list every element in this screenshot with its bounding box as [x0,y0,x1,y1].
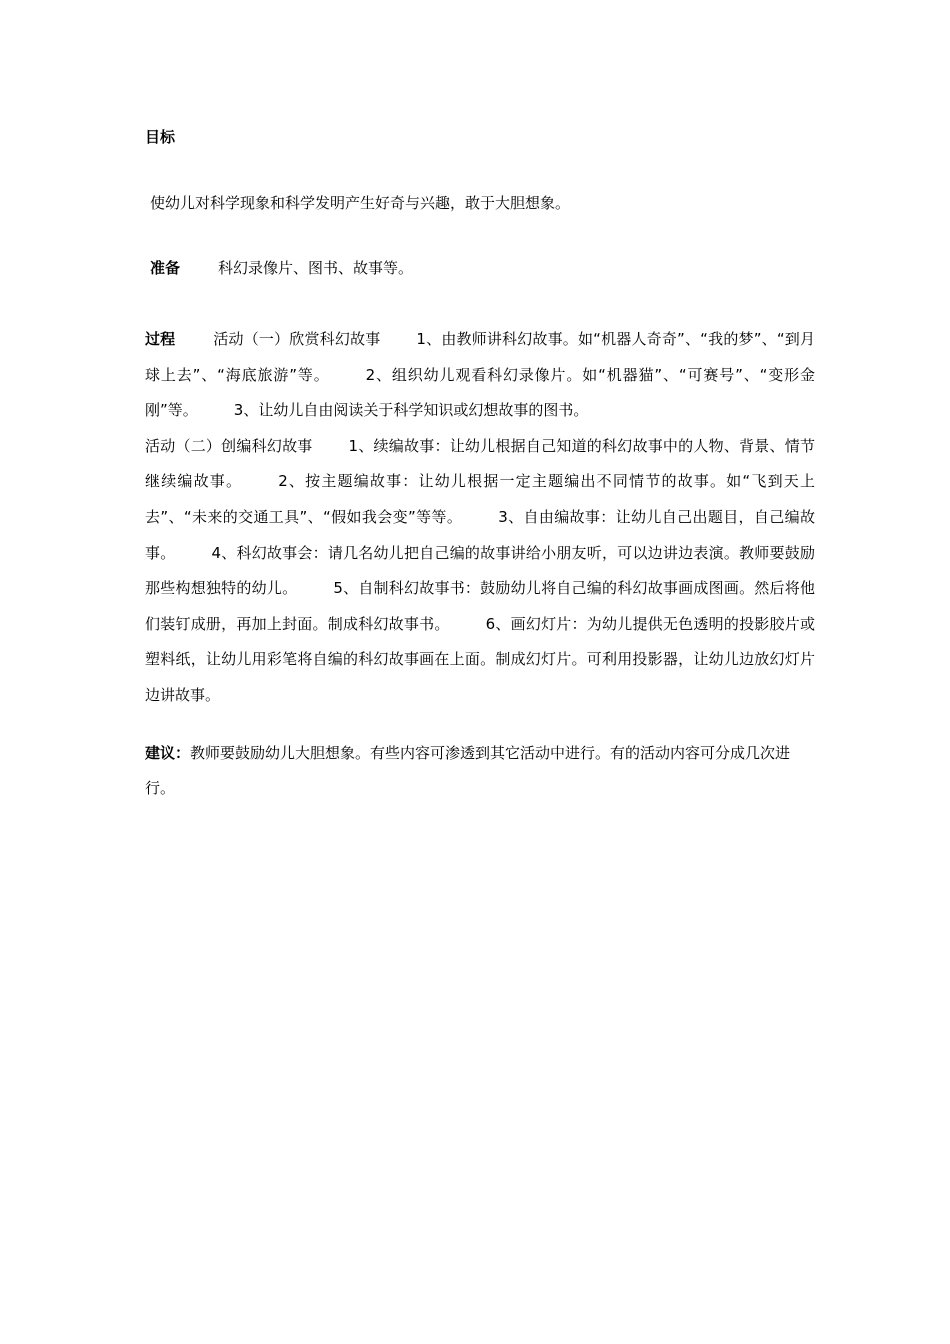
process-label: 过程 [145,330,176,348]
activity2-step4: 4、科幻故事会：请几名幼儿把自己编的故事讲给小朋友听，可以边讲边表演。教师要鼓励那些构想独特的幼儿。 [145,543,815,598]
activity1-step3: 3、让幼儿自由阅读关于科学知识或幻想故事的图书。 [233,401,589,420]
preparation-paragraph [150,257,820,279]
activity2-step6: 6、画幻灯片：为幼儿提供无色透明的投影胶片或塑料纸，让幼儿用彩笔将自编的科幻故事画在上面。制成幻灯片。可利用投影器，让幼儿边放幻灯片边讲故事。 [145,614,815,704]
activity2-step2: 2、按主题编故事：让幼儿根据一定主题编出不同情节的故事。如“飞到天上去”、“未来的交通工具”、“假如我会变”等等。 [145,472,815,526]
activity1-step2: 2、组织幼儿观看科幻录像片。如“机器猫”、“可赛号”、“变形金刚”等。 [145,365,815,420]
process-paragraph [145,322,815,714]
goal-paragraph: 使幼儿对科学现象和科学发明产生好奇与兴趣，敢于大胆想象。 [150,194,571,212]
preparation-text: 科幻录像片、图书、故事等。 [218,259,414,277]
suggestion-text: 教师要鼓励幼儿大胆想象。有些内容可渗透到其它活动中进行。有的活动内容可分成几次进行。 [145,744,791,797]
activity2-step3: 3、自由编故事：让幼儿自己出题目，自己编故事。 [145,507,816,562]
target-heading: 目标 [145,128,176,146]
activity2-title: 活动（二）创编科幻故事 [145,436,313,455]
activity1-title: 活动（一）欣赏科幻故事 [213,330,381,348]
activity2-step5: 5、自制科幻故事书：鼓励幼儿将自己编的科幻故事画成图画。然后将他们装钉成册，再加上封面。制成科幻故事书。 [145,579,815,633]
suggestion-label: 建议： [145,744,191,762]
preparation-label: 准备 [150,259,181,277]
activity1-step1: 1、由教师讲科幻故事。如“机器人奇奇”、“我的梦”、“到月球上去”、“海底旅游”等。 [145,330,815,384]
suggestion-paragraph [145,736,815,806]
activity2-step1: 1、续编故事：让幼儿根据自己知道的科幻故事中的人物、背景、情节继续编故事。 [145,436,815,491]
